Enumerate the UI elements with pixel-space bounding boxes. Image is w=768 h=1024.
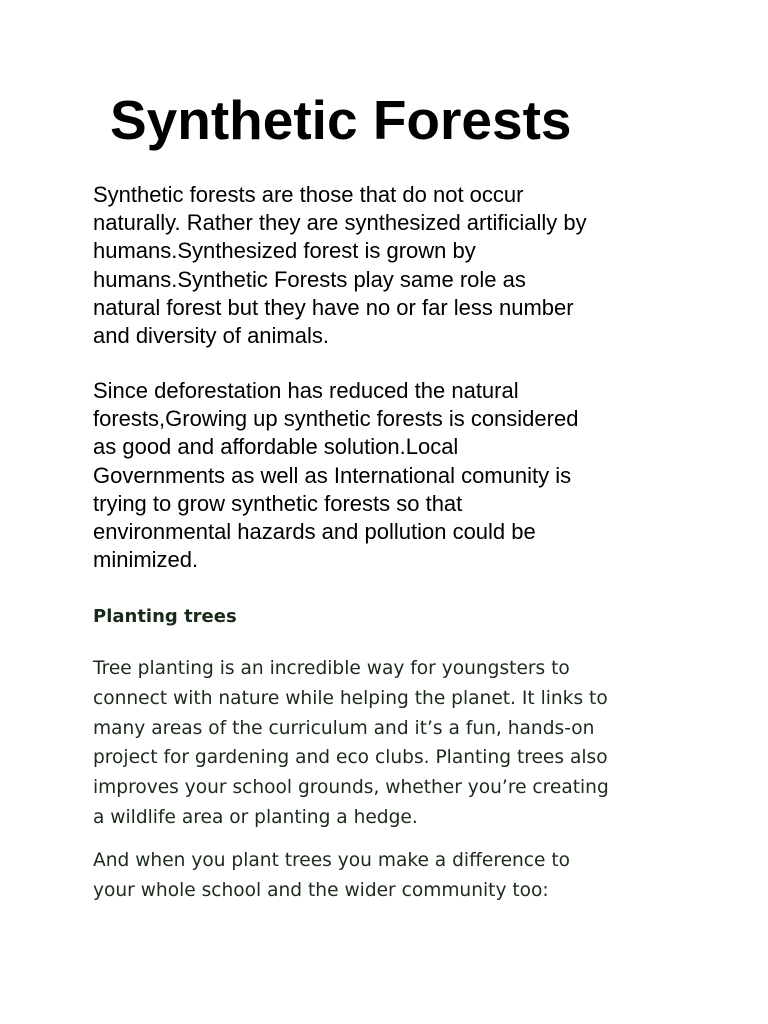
deforestation-paragraph: Since deforestation has reduced the natural forests,Growing up synthetic forests is considered as good and affordable solution.Local Governments as well as International comunity is trying to grow synthetic forests so that environmental hazards and pollution could be minimized. [93,378,579,573]
difference-paragraph: And when you plant trees you make a difference to your whole school and the wider community too: [93,850,571,901]
page-title: Synthetic Forests [110,89,572,151]
section-heading-planting-trees: Planting trees [93,606,237,627]
tree-planting-paragraph: Tree planting is an incredible way for youngsters to connect with nature while helping the planet. It links to many areas of the curriculum and it’s a fun, hands-on project for gardening and eco clubs. Planting trees also improves your school grounds, whether you’re creating a wildlife area or planting a hedge. [93,658,609,828]
intro-paragraph: Synthetic forests are those that do not occur naturally. Rather they are synthesized artificially by humans.Synthesized forest is grown by humans.Synthetic Forests play same role as natural forest but they have no or far less number and diversity of animals. [93,182,587,349]
